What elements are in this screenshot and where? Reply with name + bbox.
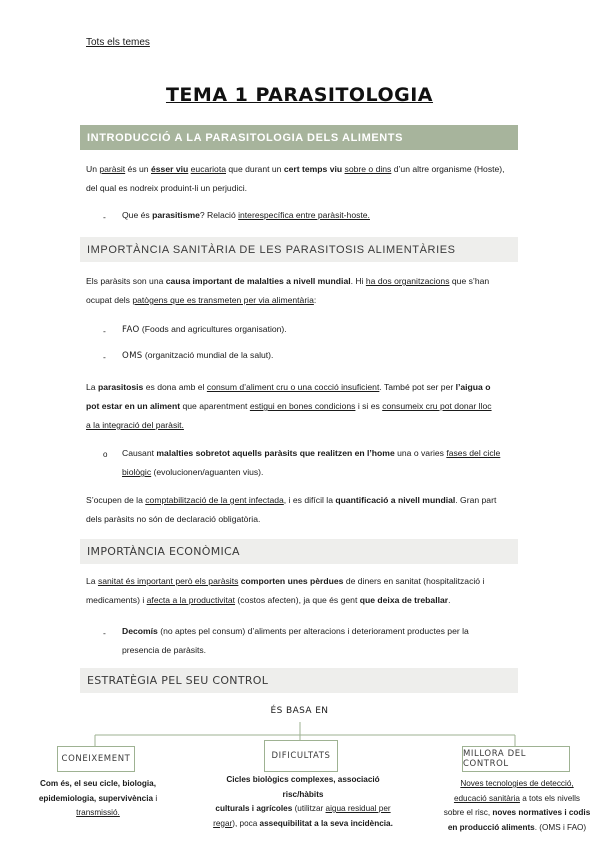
text-run: (utilitzar (292, 804, 326, 813)
text-run: . Gran part (455, 495, 497, 505)
text-run: OMS (122, 351, 143, 361)
text-run: parasitisme (152, 210, 200, 220)
text-run: que aparentment (180, 401, 250, 411)
diagram-text-coneixement (30, 777, 166, 821)
text-run: S’ocupen de la (86, 495, 146, 505)
text-run: culturals i agrícoles (215, 804, 293, 813)
text-run: és un (125, 164, 151, 174)
text-run: assequibilitat a la seva incidència. (259, 818, 393, 828)
text-run: que durant un (226, 164, 284, 174)
diagram-box-dificultats (264, 740, 338, 772)
text-run: cert temps viu (283, 164, 343, 174)
text-run: i (153, 793, 158, 803)
text-run: Com és, el seu cicle, biologia, (39, 779, 157, 788)
text-run: (Foods and agricultures organisation). (139, 324, 287, 334)
text-run: (organització mundial de la salut). (142, 350, 274, 360)
text-run: educació sanitària (453, 793, 520, 803)
bullet-dash: - (103, 326, 106, 336)
text-run: en producció aliments (447, 822, 535, 832)
text-run: sobre o dins (344, 164, 392, 174)
text-run: noves normatives i codis (492, 808, 591, 817)
diagram-box-label: DIFICULTATS (271, 751, 331, 761)
text-run: estigui en bones condicions (249, 401, 356, 411)
text-run: . Hi (350, 276, 366, 286)
text-run: que s’han (449, 276, 490, 286)
diagram-box-coneixement (57, 746, 135, 772)
text-run: (no aptes pel consum) d’aliments per alteracions i deteriorament productes per la (157, 626, 469, 636)
text-run: aigua residual per (325, 804, 391, 813)
text-run: (costos afecten), ja que és gent (235, 595, 360, 605)
text-run: Els paràsits son una (86, 276, 166, 286)
text-run: medicaments) i (86, 595, 147, 605)
text-run: FAO (122, 325, 140, 335)
text-run: parasitosis (97, 382, 144, 392)
text-run: paràsit (99, 164, 126, 174)
text-run: ha dos organitzacions (365, 276, 450, 286)
text-run: ésser viu (150, 164, 189, 174)
text-run: i si es (355, 401, 383, 411)
all-topics-link[interactable]: Tots els temes (86, 37, 150, 48)
text-run: epidemiologia, supervivència (38, 793, 154, 803)
text-run: una o varies (394, 448, 447, 458)
text-run: de diners en sanitat (hospitalització i (343, 576, 485, 586)
bullet-dash: - (103, 212, 106, 222)
text-run: fases del cicle (446, 448, 501, 458)
bullet-dash: - (103, 352, 106, 362)
text-run: ? Relació (199, 210, 239, 220)
text-run: es dona amb el (143, 382, 207, 392)
text-run: patògens que es transmeten per via alimentària (132, 295, 314, 305)
text-run: a la integració del paràsit. (86, 420, 184, 430)
text-run: La (86, 382, 98, 392)
text-run: consum d’aliment cru o una cocció insuficient (206, 382, 380, 392)
diagram-box-label: MILLORA DEL CONTROL (463, 749, 527, 769)
text-run: sobre el risc, (443, 808, 493, 817)
diagram-box-millora-control (462, 746, 570, 772)
diagram-box-label: CONEIXEMENT (61, 754, 131, 764)
text-run: comptabilització de la gent infectada (145, 495, 284, 505)
section-heading-control-label: ESTRATÈGIA PEL SEU CONTROL (87, 674, 269, 687)
text-run: ), poca (232, 818, 260, 828)
diagram-root-label: ÉS BASA EN (270, 706, 329, 716)
section-heading-intro-label: INTRODUCCIÓ A LA PARASITOLOGIA DELS ALIMENTS (87, 131, 404, 144)
bullet-circle: o (103, 450, 108, 459)
text-run: eucariota (190, 164, 227, 174)
text-run: Causant (122, 448, 157, 458)
text-run: Decomís (122, 626, 158, 636)
text-run: Noves tecnologies de detecció, (460, 779, 574, 788)
text-run: d’un altre organisme (Hoste), (391, 164, 505, 174)
text-run: (evolucionen/aguanten vius). (151, 467, 264, 477)
text-run: Que és (122, 210, 153, 220)
section-heading-sanitaria-label: IMPORTÀNCIA SANITÀRIA DE LES PARASITOSIS ALIMENTÀRIES (87, 243, 456, 256)
text-run: dels paràsits no són de declaració obligatòria. (86, 514, 261, 524)
bullet-dash: - (103, 628, 106, 638)
text-run: ocupat dels (86, 295, 133, 305)
text-run: Un (86, 164, 100, 174)
section-heading-economica-label: IMPORTÀNCIA ECONÒMICA (87, 545, 240, 558)
text-run: , i es difícil la (283, 495, 336, 505)
text-run: presencia de paràsits. (122, 645, 207, 655)
diagram-text-dificultats (205, 773, 401, 831)
page-title: TEMA 1 PARASITOLOGIA (165, 84, 434, 106)
text-run: consumeix cru pot donar lloc (382, 401, 492, 411)
text-run: . (OMS i FAO) (534, 822, 587, 832)
text-run: quantificació a nivell mundial (335, 495, 456, 505)
text-run: . (448, 595, 451, 605)
text-run: interespecífica entre paràsit-hoste. (238, 210, 370, 220)
text-run: que deixa de treballar (359, 595, 449, 605)
text-run: transmissió. (76, 808, 120, 817)
text-run: l’aigua o (455, 382, 491, 392)
text-run: pot estar en un aliment (86, 401, 181, 411)
text-run: . També pot ser per (379, 382, 456, 392)
text-run: Cicles biològics complexes, associació risc/hàbits (226, 775, 380, 799)
text-run: biològic (122, 467, 152, 477)
text-run: sanitat és important però els paràsits (97, 576, 239, 586)
text-run: regar (213, 818, 233, 828)
text-run: afecta a la productivitat (146, 595, 236, 605)
text-run: La (86, 576, 98, 586)
text-run: del qual es nodreix produint-li un perjudici. (86, 183, 247, 193)
text-run: : (313, 295, 317, 305)
text-run: causa important de malalties a nivell mundial (165, 276, 351, 286)
text-run: a tots els nivells (519, 793, 581, 803)
diagram-text-millora (437, 777, 597, 835)
text-run: comporten unes pèrdues (240, 576, 344, 586)
text-run: malalties sobretot aquells paràsits que realitzen en l’home (156, 448, 395, 458)
